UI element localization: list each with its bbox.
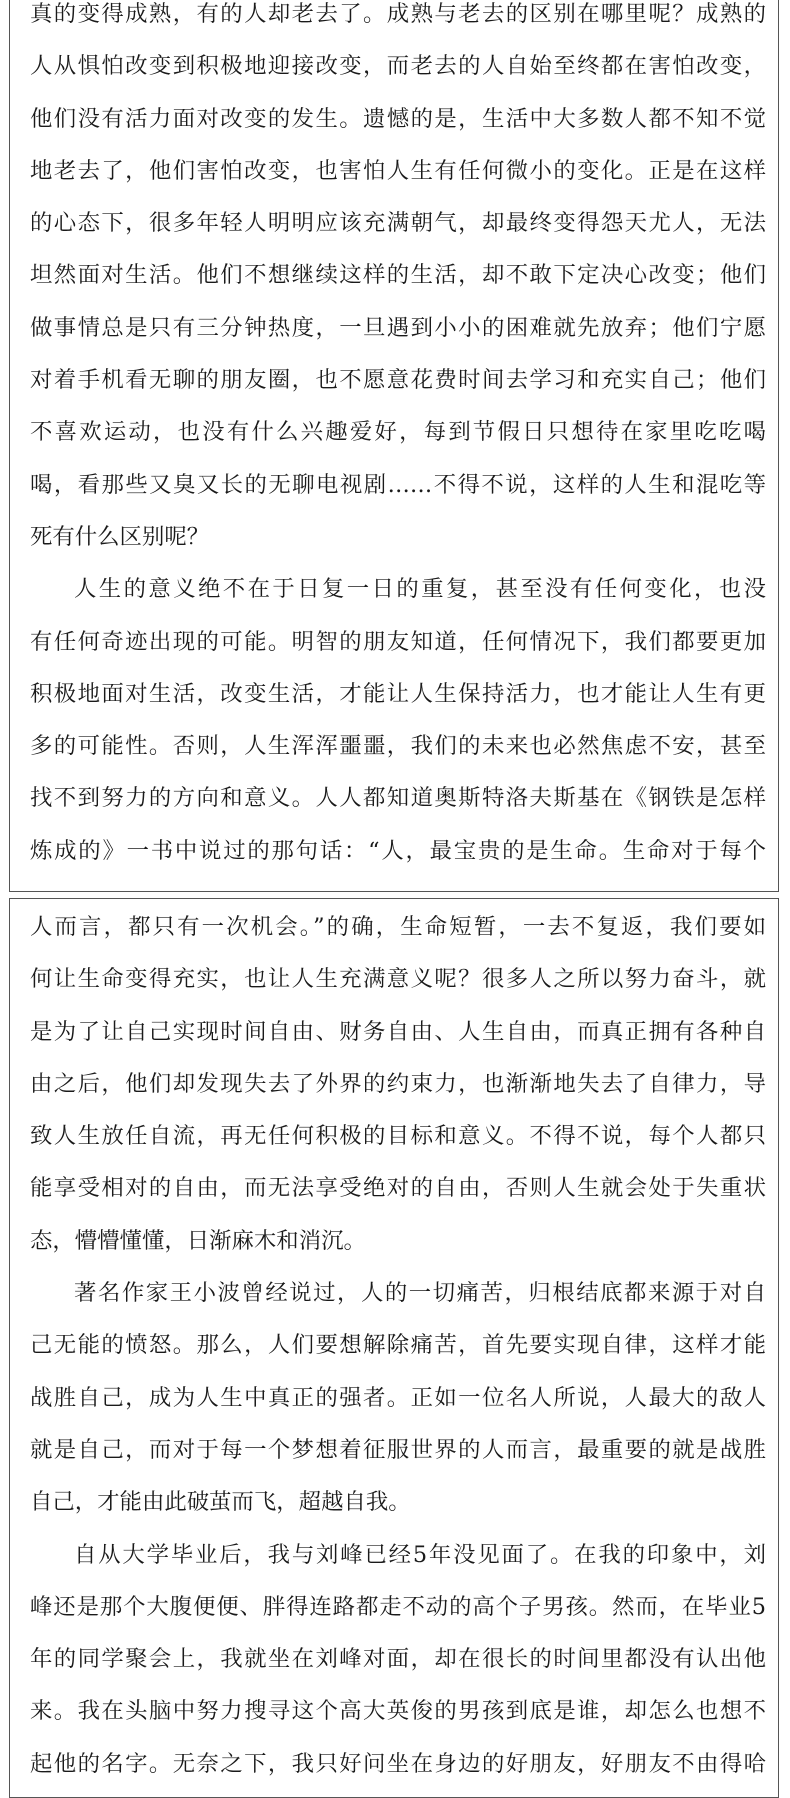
text-line: 找不到努力的方向和意义。人人都知道奥斯特洛夫斯基在《钢铁是怎样 [30,785,766,812]
text-line: 地老去了，他们害怕改变，也害怕人生有任何微小的变化。正是在这样 [30,157,766,184]
text-line: 由之后，他们却发现失去了外界的约束力，也渐渐地失去了自律力，导 [30,1070,766,1097]
text-line: 战胜自己，成为人生中真正的强者。正如一位名人所说，人最大的敌人 [30,1384,766,1411]
text-line: 能享受相对的自由，而无法享受绝对的自由，否则人生就会处于失重状 [30,1175,766,1202]
text-line: 喝，看那些又臭又长的无聊电视剧……不得不说，这样的人生和混吃等 [30,471,766,498]
text-line: 有任何奇迹出现的可能。明智的朋友知道，任何情况下，我们都要更加 [30,628,766,655]
text-line: 炼成的》一书中说过的那句话：“人，最宝贵的是生命。生命对于每个 [30,837,766,864]
text-line: 他们没有活力面对改变的发生。遗憾的是，生活中大多数人都不知不觉 [30,105,766,132]
text-line: 何让生命变得充实，也让人生充满意义呢？很多人之所以努力奋斗，就 [30,966,766,993]
text-line: 致人生放任自流，再无任何积极的目标和意义。不得不说，每个人都只 [30,1123,766,1150]
text-line: 人而言，都只有一次机会。”的确，生命短暂，一去不复返，我们要如 [30,914,766,940]
text-line: 态，懵懵懂懂，日渐麻木和消沉。 [30,1227,366,1254]
text-line: 多的可能性。否则，人生浑浑噩噩，我们的未来也必然焦虑不安，甚至 [30,733,766,760]
text-line: 己无能的愤怒。那么，人们要想解除痛苦，首先要实现自律，这样才能 [30,1332,766,1359]
page-text-body [30,0,766,877]
text-line: 峰还是那个大腹便便、胖得连路都走不动的高个子男孩。然而，在毕业5 [30,1593,766,1620]
text-line: 坦然面对生活。他们不想继续这样的生活，却不敢下定决心改变；他们 [30,262,766,289]
text-line: 自从大学毕业后，我与刘峰已经5年没见面了。在我的印象中，刘 [74,1541,766,1568]
text-line: 人从惧怕改变到积极地迎接改变，而老去的人自始至终都在害怕改变， [30,53,766,80]
text-line: 就是自己，而对于每一个梦想着征服世界的人而言，最重要的就是战胜 [30,1436,766,1463]
document-page-2 [9,898,779,1798]
text-line: 积极地面对生活，改变生活，才能让人生保持活力，也才能让人生有更 [30,680,766,707]
text-line: 做事情总是只有三分钟热度，一旦遇到小小的困难就先放弃；他们宁愿 [30,314,766,341]
text-line: 起他的名字。无奈之下，我只好问坐在身边的好朋友，好朋友不由得哈 [30,1750,766,1777]
document-page-1 [9,0,779,892]
text-line: 年的同学聚会上，我就坐在刘峰对面，却在很长的时间里都没有认出他 [30,1646,766,1673]
text-line: 死有什么区别呢？ [30,523,210,550]
text-line: 真的变得成熟，有的人却老去了。成熟与老去的区别在哪里呢？成熟的 [30,1,766,27]
text-line: 自己，才能由此破茧而飞，超越自我。 [30,1489,411,1516]
text-line: 的心态下，很多年轻人明明应该充满朝气，却最终变得怨天尤人，无法 [30,210,766,237]
text-line: 是为了让自己实现时间自由、财务自由、人生自由，而真正拥有各种自 [30,1018,766,1045]
page-text-body [30,901,766,1790]
text-line: 对着手机看无聊的朋友圈，也不愿意花费时间去学习和充实自己；他们 [30,367,766,394]
text-line: 不喜欢运动，也没有什么兴趣爱好，每到节假日只想待在家里吃吃喝 [30,419,766,446]
text-line: 人生的意义绝不在于日复一日的重复，甚至没有任何变化，也没 [74,576,766,603]
text-line: 著名作家王小波曾经说过，人的一切痛苦，归根结底都来源于对自 [74,1280,766,1307]
text-line: 来。我在头脑中努力搜寻这个高大英俊的男孩到底是谁，却怎么也想不 [30,1698,766,1725]
